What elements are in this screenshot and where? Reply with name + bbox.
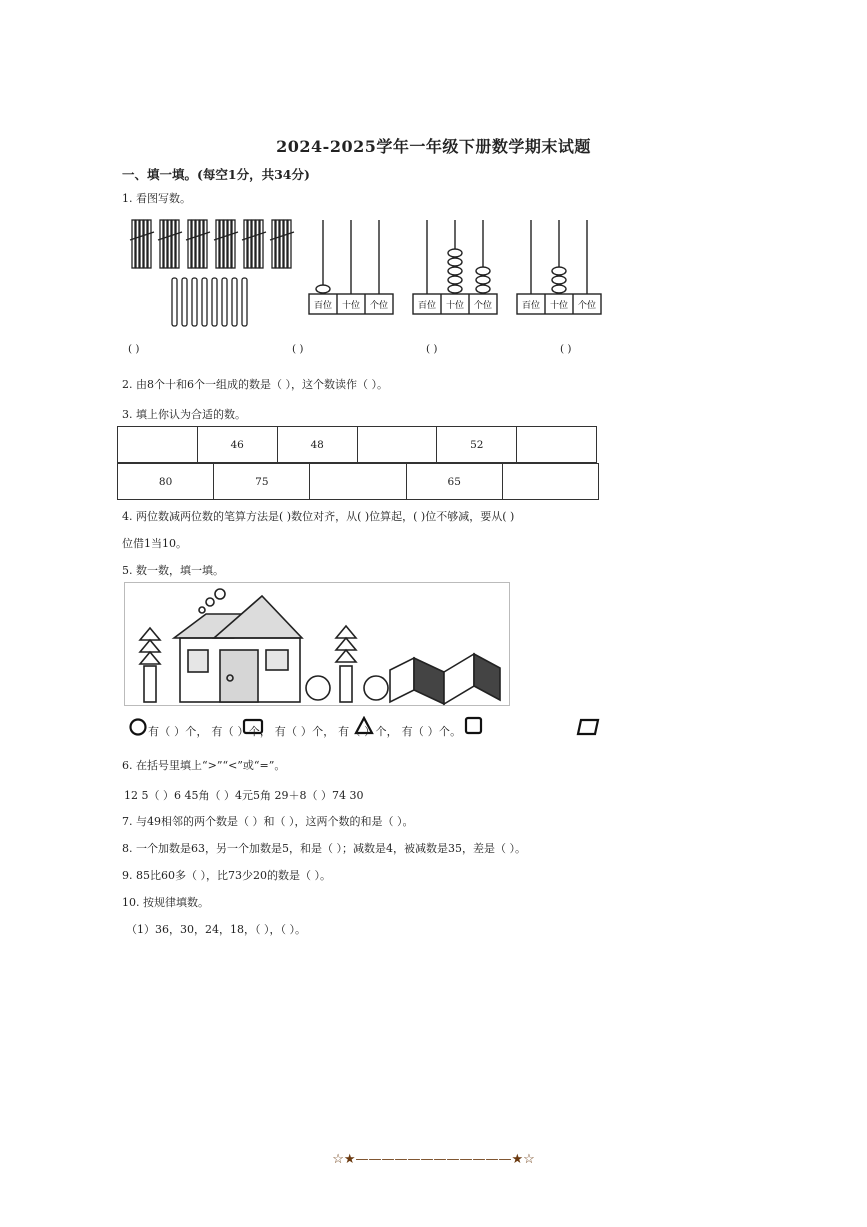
table-cell[interactable] <box>357 427 437 463</box>
question-8: 8. 一个加数是63，另一个加数是5，和是（ ）；减数是4，被减数是35，差是（ ）。 <box>122 842 526 855</box>
table-cell: 46 <box>197 427 277 463</box>
table-cell: 65 <box>406 464 502 500</box>
stick-bundles-figure <box>128 212 300 330</box>
parallelogram-icon <box>576 718 600 736</box>
answer-blank[interactable]: ( ) <box>128 343 140 355</box>
abacus-label-tens: 十位 <box>445 301 465 311</box>
question-10-item-1: （1）36，30，24，18，（ ），（ ）。 <box>126 923 306 936</box>
abacus-label-hundreds: 百位 <box>313 301 333 311</box>
table-cell[interactable] <box>502 464 598 500</box>
answer-blank[interactable]: ( ) <box>560 343 572 355</box>
question-10: 10. 按规律填数。 <box>122 896 209 909</box>
question-4: 4. 两位数减两位数的笔算方法是( )数位对齐，从( )位算起，( )位不够减，要从( ) <box>122 510 515 523</box>
abacus-2-figure <box>412 216 498 318</box>
abacus-label-tens: 十位 <box>549 301 569 311</box>
abacus-label-ones: 个位 <box>577 301 597 311</box>
abacus-1-figure <box>308 216 394 318</box>
section-heading: 一、填一填。(每空1分，共34分) <box>122 167 310 182</box>
abacus-label-ones: 个位 <box>369 301 389 311</box>
question-5: 5. 数一数，填一填。 <box>122 564 224 577</box>
house-scene-figure <box>124 582 510 706</box>
abacus-3-figure <box>516 216 602 318</box>
question-9: 9. 85比60多（ ），比73少20的数是（ ）。 <box>122 869 331 882</box>
question-3: 3. 填上你认为合适的数。 <box>122 408 246 421</box>
table-cell[interactable] <box>118 427 198 463</box>
answer-blank[interactable]: ( ) <box>292 343 304 355</box>
answer-blank[interactable]: ( ) <box>426 343 438 355</box>
table-cell: 48 <box>277 427 357 463</box>
compare-items: 12 5（ ）6 45角（ ）4元5角 29＋8（ ）74 30 <box>124 789 364 802</box>
circle-icon <box>128 717 148 737</box>
abacus-label-hundreds: 百位 <box>417 301 437 311</box>
number-sequence-row-2 <box>117 463 599 500</box>
abacus-label-ones: 个位 <box>473 301 493 311</box>
question-7: 7. 与49相邻的两个数是（ ）和（ ），这两个数的和是（ ）。 <box>122 815 414 828</box>
shape-count-row: 有（ ）个， 有（ ）个， 有（ ）个， 有（ ）个， 有（ ）个。 <box>148 725 462 738</box>
table-cell[interactable] <box>310 464 406 500</box>
number-sequence-row-1 <box>117 426 597 463</box>
footer-decoration: ☆★————————————★☆ <box>332 1152 535 1167</box>
question-4-continued: 位借1当10。 <box>122 537 187 550</box>
abacus-label-tens: 十位 <box>341 301 361 311</box>
table-cell[interactable] <box>517 427 597 463</box>
question-2: 2. 由8个十和6个一组成的数是（ ），这个数读作（ ）。 <box>122 378 388 391</box>
table-cell: 75 <box>214 464 310 500</box>
abacus-label-hundreds: 百位 <box>521 301 541 311</box>
page-title: 2024-2025学年一年级下册数学期末试题 <box>276 137 591 156</box>
question-6: 6. 在括号里填上“>”“<”或“=”。 <box>122 759 286 772</box>
square-icon <box>464 716 484 736</box>
table-cell: 52 <box>437 427 517 463</box>
table-cell: 80 <box>118 464 214 500</box>
question-1: 1. 看图写数。 <box>122 192 191 205</box>
